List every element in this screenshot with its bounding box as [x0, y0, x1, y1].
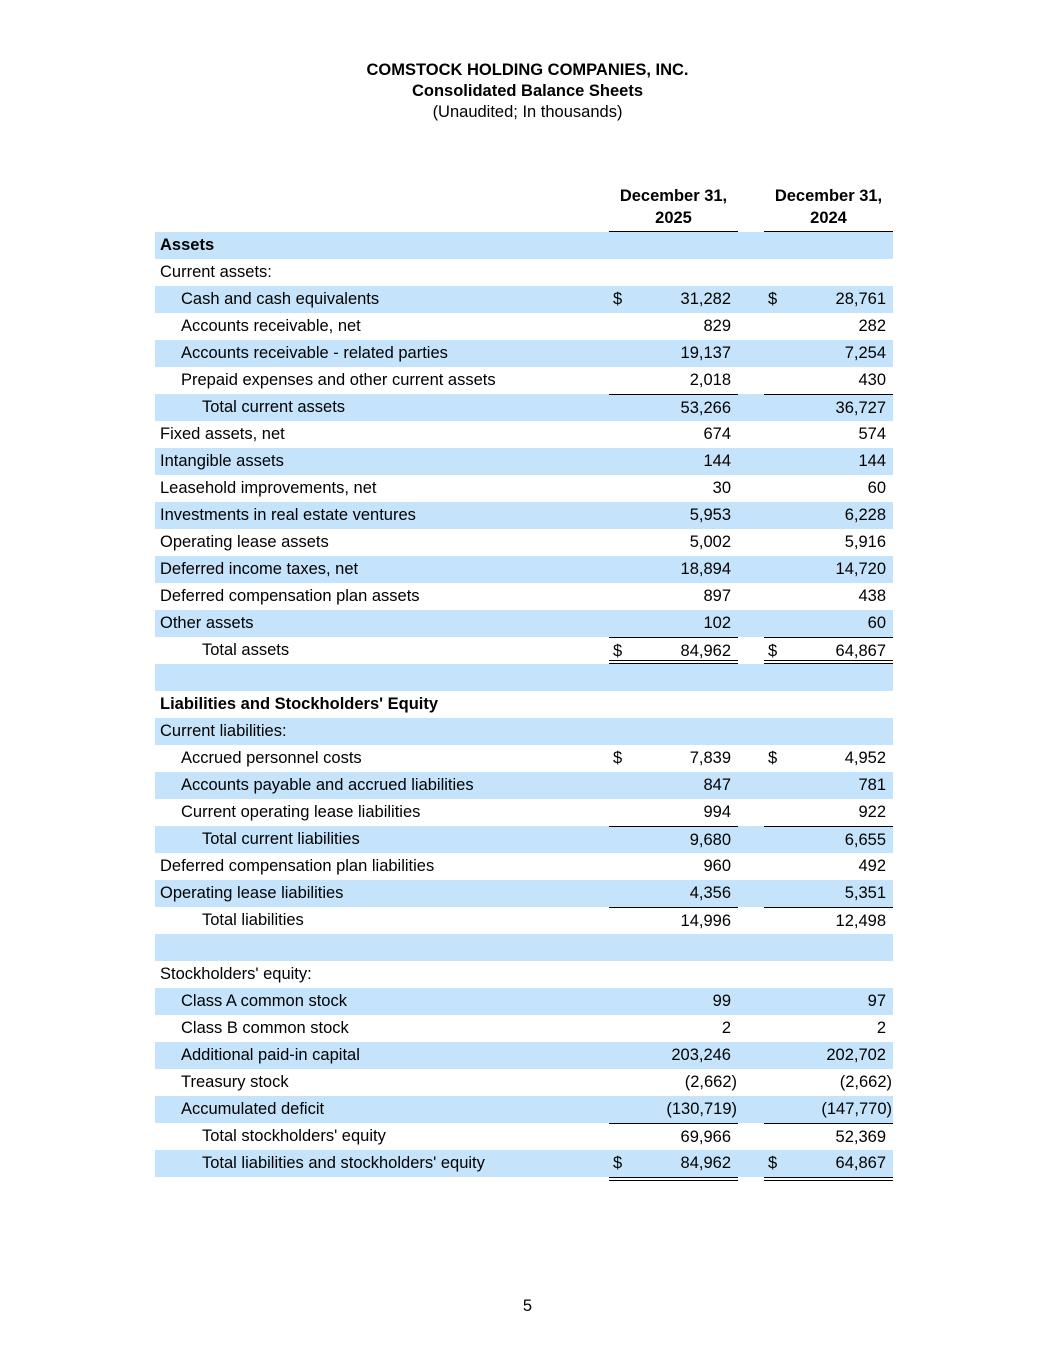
amount: 31,282	[680, 290, 731, 308]
statement-title: Consolidated Balance Sheets	[411, 82, 644, 100]
row-label: Other assets	[160, 614, 254, 632]
row-label: Additional paid-in capital	[181, 1046, 360, 1064]
table-row	[155, 934, 893, 961]
amount: 2	[721, 1019, 731, 1037]
value-cell-2025	[609, 1123, 738, 1150]
value-cell-2024	[764, 475, 893, 502]
amount: 52,369	[835, 1128, 886, 1146]
row-label: Total current liabilities	[202, 830, 360, 848]
value-cell-2024	[764, 340, 893, 367]
row-label: Assets	[160, 236, 215, 254]
value-cell-2025	[609, 1069, 738, 1096]
value-cell-2024	[764, 880, 893, 907]
table-row	[155, 1042, 893, 1069]
table-row	[155, 853, 893, 880]
value-cell-2024	[764, 1015, 893, 1042]
currency-symbol: $	[768, 1154, 778, 1172]
currency-symbol: $	[768, 749, 778, 767]
amount: 36,727	[835, 399, 886, 417]
amount: 84,962	[680, 642, 731, 660]
table-row	[155, 232, 893, 259]
table-row	[155, 610, 893, 637]
table-row	[155, 1096, 893, 1123]
table-row	[155, 556, 893, 583]
amount: 674	[703, 425, 731, 443]
amount: 4,356	[689, 884, 731, 902]
table-row	[155, 340, 893, 367]
table-row	[155, 880, 893, 907]
value-cell-2024	[764, 1042, 893, 1069]
value-cell-2024	[764, 502, 893, 529]
row-label: Accumulated deficit	[181, 1100, 325, 1118]
row-label: Prepaid expenses and other current assets	[181, 371, 496, 389]
table-row	[155, 772, 893, 799]
amount: 28,761	[835, 290, 886, 308]
row-label: Class A common stock	[181, 992, 347, 1010]
row-label: Total current assets	[202, 398, 346, 416]
row-label: Current liabilities:	[160, 722, 287, 740]
amount: 202,702	[826, 1046, 886, 1064]
value-cell-2025	[609, 1015, 738, 1042]
column-header-2024: December 31, 2024	[774, 187, 883, 227]
value-cell-2024	[764, 853, 893, 880]
table-row	[155, 394, 893, 421]
amount: 5,953	[689, 506, 731, 524]
row-label: Deferred compensation plan assets	[160, 587, 420, 605]
row-label: Investments in real estate ventures	[160, 506, 416, 524]
value-cell-2024	[764, 1123, 893, 1150]
amount: 97	[867, 992, 886, 1010]
amount: 5,351	[844, 884, 886, 902]
amount: 2	[876, 1019, 886, 1037]
amount: (2,662)	[684, 1073, 737, 1091]
amount: 492	[858, 857, 886, 875]
amount: 14,996	[680, 912, 731, 930]
value-cell-2024	[764, 745, 893, 772]
amount: 9,680	[689, 831, 731, 849]
amount: 994	[703, 803, 731, 821]
value-cell-2024	[764, 907, 893, 934]
value-cell-2025	[609, 367, 738, 394]
row-label: Intangible assets	[160, 452, 284, 470]
value-cell-2024	[764, 1150, 893, 1181]
amount: 438	[858, 587, 886, 605]
table-row	[155, 286, 893, 313]
amount: 64,867	[835, 1154, 886, 1172]
document-header	[0, 60, 1055, 123]
row-label: Current assets:	[160, 263, 272, 281]
currency-symbol: $	[613, 749, 623, 767]
value-cell-2024	[764, 610, 893, 637]
table-row	[155, 1069, 893, 1096]
table-row	[155, 448, 893, 475]
amount: 781	[858, 776, 886, 794]
value-cell-2024	[764, 637, 893, 664]
amount: 144	[703, 452, 731, 470]
row-label: Deferred compensation plan liabilities	[160, 857, 435, 875]
row-label: Operating lease liabilities	[160, 884, 344, 902]
value-cell-2024	[764, 1096, 893, 1123]
value-cell-2024	[764, 583, 893, 610]
row-label: Fixed assets, net	[160, 425, 285, 443]
table-row	[155, 988, 893, 1015]
value-cell-2024	[764, 286, 893, 313]
table-row	[155, 961, 893, 988]
amount: 53,266	[680, 399, 731, 417]
company-name: COMSTOCK HOLDING COMPANIES, INC.	[366, 61, 689, 79]
currency-symbol: $	[613, 642, 623, 660]
table-row	[155, 1123, 893, 1150]
row-label: Total stockholders' equity	[202, 1127, 386, 1145]
value-cell-2024	[764, 988, 893, 1015]
table-row	[155, 259, 893, 286]
amount: (147,770)	[821, 1100, 892, 1118]
amount: 18,894	[680, 560, 731, 578]
table-row	[155, 502, 893, 529]
table-row	[155, 1150, 893, 1177]
table-row	[155, 907, 893, 934]
row-label: Accounts receivable - related parties	[181, 344, 448, 362]
amount: 960	[703, 857, 731, 875]
amount: 574	[858, 425, 886, 443]
value-cell-2024	[764, 313, 893, 340]
balance-sheet-table	[155, 232, 893, 1177]
currency-symbol: $	[613, 290, 623, 308]
amount: 5,002	[689, 533, 731, 551]
value-cell-2025	[609, 556, 738, 583]
table-row	[155, 799, 893, 826]
amount: 7,254	[844, 344, 886, 362]
value-cell-2024	[764, 367, 893, 394]
value-cell-2025	[609, 1042, 738, 1069]
table-row	[155, 826, 893, 853]
row-label: Stockholders' equity:	[160, 965, 312, 983]
amount: 30	[712, 479, 731, 497]
value-cell-2025	[609, 583, 738, 610]
amount: 12,498	[835, 912, 886, 930]
row-label: Leasehold improvements, net	[160, 479, 377, 497]
amount: 7,839	[689, 749, 731, 767]
value-cell-2024	[764, 799, 893, 826]
amount: 60	[867, 479, 886, 497]
amount: 64,867	[835, 642, 886, 660]
amount: 144	[858, 452, 886, 470]
value-cell-2025	[609, 853, 738, 880]
value-cell-2024	[764, 529, 893, 556]
amount: 99	[712, 992, 731, 1010]
value-cell-2025	[609, 799, 738, 826]
value-cell-2024	[764, 826, 893, 853]
currency-symbol: $	[768, 290, 778, 308]
value-cell-2025	[609, 772, 738, 799]
amount: 203,246	[671, 1046, 731, 1064]
table-row	[155, 583, 893, 610]
row-label: Treasury stock	[181, 1073, 289, 1091]
amount: (130,719)	[666, 1100, 737, 1118]
row-label: Operating lease assets	[160, 533, 329, 551]
amount: 282	[858, 317, 886, 335]
amount: (2,662)	[839, 1073, 892, 1091]
row-label: Total liabilities	[202, 911, 304, 929]
value-cell-2025	[609, 907, 738, 934]
currency-symbol: $	[768, 642, 778, 660]
amount: 2,018	[689, 371, 731, 389]
value-cell-2025	[609, 448, 738, 475]
column-header-2025: December 31, 2025	[619, 187, 728, 227]
value-cell-2025	[609, 394, 738, 421]
amount: 430	[858, 371, 886, 389]
value-cell-2025	[609, 1096, 738, 1123]
row-label: Cash and cash equivalents	[181, 290, 380, 308]
value-cell-2025	[609, 745, 738, 772]
amount: 829	[703, 317, 731, 335]
amount: 69,966	[680, 1128, 731, 1146]
row-label: Liabilities and Stockholders' Equity	[160, 695, 439, 713]
currency-symbol: $	[613, 1154, 623, 1172]
value-cell-2025	[609, 1150, 738, 1181]
table-row	[155, 1015, 893, 1042]
table-row	[155, 637, 893, 664]
value-cell-2025	[609, 988, 738, 1015]
row-label: Total assets	[202, 641, 290, 659]
row-label: Accounts payable and accrued liabilities	[181, 776, 474, 794]
table-row	[155, 691, 893, 718]
amount: 6,228	[844, 506, 886, 524]
page-number: 5	[522, 1297, 533, 1315]
table-row	[155, 529, 893, 556]
amount: 14,720	[835, 560, 886, 578]
value-cell-2025	[609, 421, 738, 448]
amount: 60	[867, 614, 886, 632]
value-cell-2025	[609, 313, 738, 340]
row-label: Accounts receivable, net	[181, 317, 361, 335]
statement-subtitle: (Unaudited; In thousands)	[432, 103, 623, 121]
table-row	[155, 367, 893, 394]
value-cell-2024	[764, 448, 893, 475]
table-row	[155, 475, 893, 502]
row-label: Deferred income taxes, net	[160, 560, 359, 578]
value-cell-2024	[764, 772, 893, 799]
amount: 4,952	[844, 749, 886, 767]
amount: 102	[703, 614, 731, 632]
table-row	[155, 718, 893, 745]
value-cell-2024	[764, 1069, 893, 1096]
value-cell-2025	[609, 529, 738, 556]
value-cell-2025	[609, 610, 738, 637]
value-cell-2025	[609, 475, 738, 502]
value-cell-2024	[764, 421, 893, 448]
amount: 897	[703, 587, 731, 605]
amount: 6,655	[844, 831, 886, 849]
value-cell-2025	[609, 637, 738, 664]
amount: 847	[703, 776, 731, 794]
table-row	[155, 313, 893, 340]
row-label: Class B common stock	[181, 1019, 349, 1037]
value-cell-2025	[609, 502, 738, 529]
value-cell-2025	[609, 880, 738, 907]
value-cell-2025	[609, 286, 738, 313]
value-cell-2024	[764, 556, 893, 583]
table-row	[155, 745, 893, 772]
row-label: Current operating lease liabilities	[181, 803, 421, 821]
amount: 922	[858, 803, 886, 821]
row-label: Total liabilities and stockholders' equity	[202, 1154, 485, 1172]
value-cell-2024	[764, 394, 893, 421]
value-cell-2025	[609, 340, 738, 367]
amount: 5,916	[844, 533, 886, 551]
amount: 19,137	[680, 344, 731, 362]
value-cell-2025	[609, 826, 738, 853]
table-row	[155, 421, 893, 448]
row-label: Accrued personnel costs	[181, 749, 362, 767]
table-row	[155, 664, 893, 691]
amount: 84,962	[680, 1154, 731, 1172]
